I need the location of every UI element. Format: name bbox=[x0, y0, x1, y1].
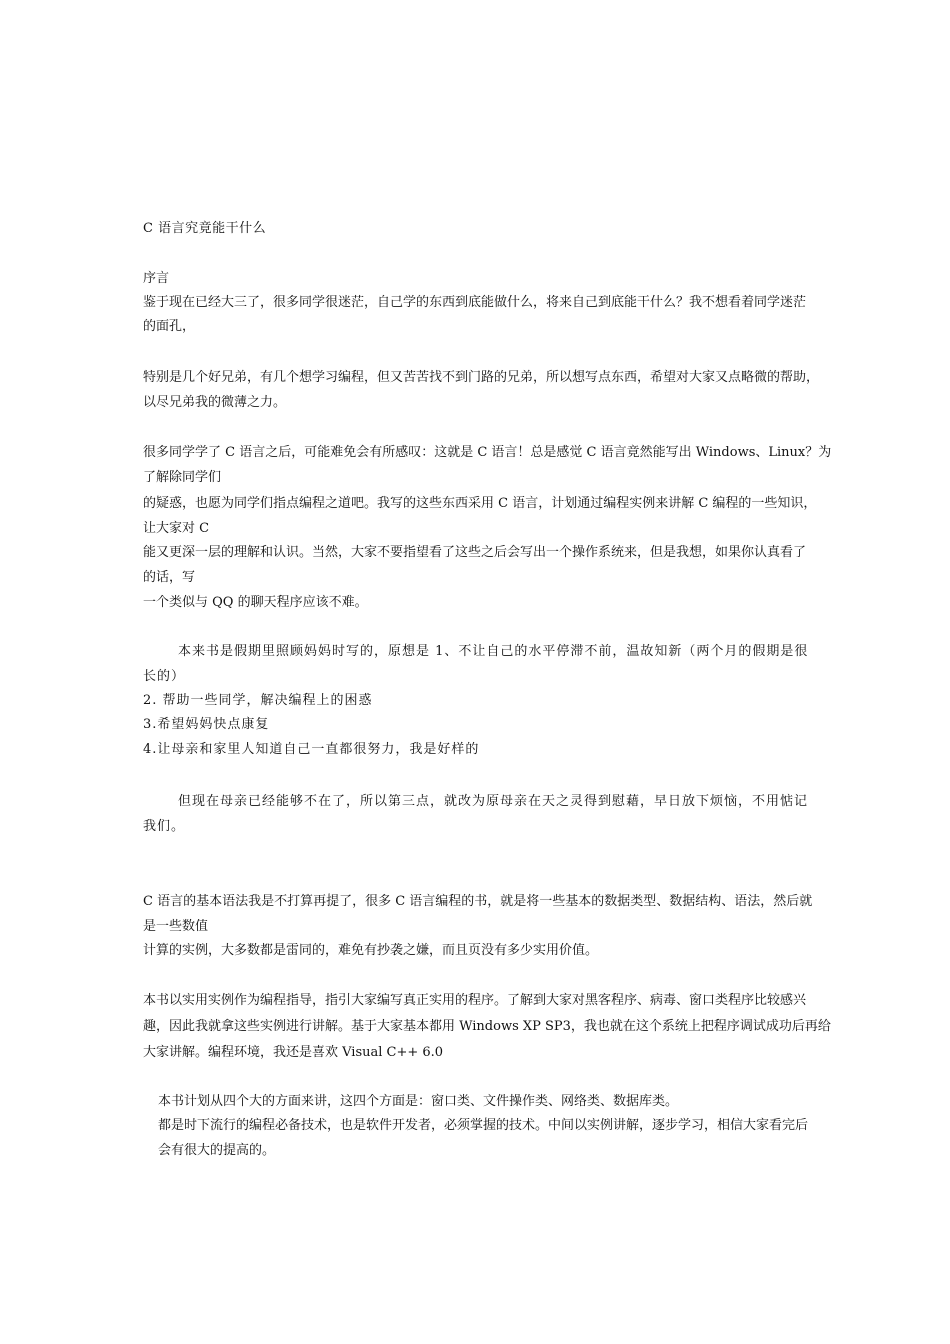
paragraph-line: 我们。 bbox=[143, 819, 186, 834]
paragraph-line: 让大家对 C bbox=[143, 521, 210, 536]
paragraph-line: 鉴于现在已经大三了，很多同学很迷茫，自己学的东西到底能做什么，将来自己到底能干什么？我不想看着同学迷茫 bbox=[143, 295, 807, 310]
paragraph-line: 特别是几个好兄弟，有几个想学习编程，但又苦苦找不到门路的兄弟，所以想写点东西，希望对大家又点略微的帮助， bbox=[143, 370, 820, 385]
list-item: 2. 帮助一些同学，解决编程上的困惑 bbox=[143, 693, 373, 708]
paragraph-line: 计算的实例，大多数都是雷同的，难免有抄袭之嫌，而且页没有多少实用价值。 bbox=[143, 943, 599, 958]
paragraph-line: 大家讲解。编程环境，我还是喜欢 Visual C++ 6.0 bbox=[143, 1045, 444, 1060]
list-item: 3.希望妈妈快点康复 bbox=[143, 717, 270, 732]
paragraph-line: 的疑惑，也愿为同学们指点编程之道吧。我写的这些东西采用 C 语言，计划通过编程实例来讲解 C 编程的一些知识， bbox=[143, 496, 817, 511]
paragraph-line: 都是时下流行的编程必备技术，也是软件开发者，必须掌握的技术。中间以实例讲解，逐步学习，相信大家看完后 bbox=[158, 1118, 809, 1133]
preface-heading: 序言 bbox=[143, 271, 170, 286]
paragraph-line: 的话，写 bbox=[143, 570, 196, 585]
paragraph-line: 了解除同学们 bbox=[143, 470, 222, 485]
paragraph-line: 长的） bbox=[143, 669, 186, 684]
paragraph-line: 本来书是假期里照顾妈妈时写的，原想是 1、不让自己的水平停滞不前，温故知新（两个月的假期是很 bbox=[178, 644, 809, 659]
paragraph-line: 会有很大的提高的。 bbox=[158, 1143, 276, 1158]
document-title: C 语言究竟能干什么 bbox=[143, 221, 267, 236]
paragraph-line: 能又更深一层的理解和认识。当然，大家不要指望看了这些之后会写出一个操作系统来，但是我想，如果你认真看了 bbox=[143, 545, 807, 560]
list-item: 4.让母亲和家里人知道自己一直都很努力，我是好样的 bbox=[143, 742, 480, 757]
paragraph-line: 的面孔， bbox=[143, 319, 196, 334]
paragraph-line: 本书计划从四个大的方面来讲，这四个方面是：窗口类、文件操作类、网络类、数据库类。 bbox=[158, 1094, 679, 1109]
paragraph-line: C 语言的基本语法我是不打算再提了，很多 C 语言编程的书，就是将一些基本的数据类型、数据结构、语法，然后就 bbox=[143, 894, 813, 909]
paragraph-line: 本书以实用实例作为编程指导，指引大家编写真正实用的程序。了解到大家对黑客程序、病毒、窗口类程序比较感兴 bbox=[143, 993, 807, 1008]
paragraph-line: 但现在母亲已经能够不在了，所以第三点，就改为原母亲在天之灵得到慰藉，早日放下烦恼，不用惦记 bbox=[178, 794, 809, 809]
paragraph-line: 以尽兄弟我的微薄之力。 bbox=[143, 395, 287, 410]
paragraph-line: 趣，因此我就拿这些实例进行讲解。基于大家基本都用 Windows XP SP3，我也就在这个系统上把程序调试成功后再给 bbox=[143, 1019, 831, 1034]
paragraph-line: 是一些数值 bbox=[143, 919, 209, 934]
paragraph-line: 一个类似与 QQ 的聊天程序应该不难。 bbox=[143, 595, 368, 610]
paragraph-line: 很多同学学了 C 语言之后，可能难免会有所感叹：这就是 C 语言！总是感觉 C 语言竟然能写出 Windows、Linux？为 bbox=[143, 445, 832, 460]
